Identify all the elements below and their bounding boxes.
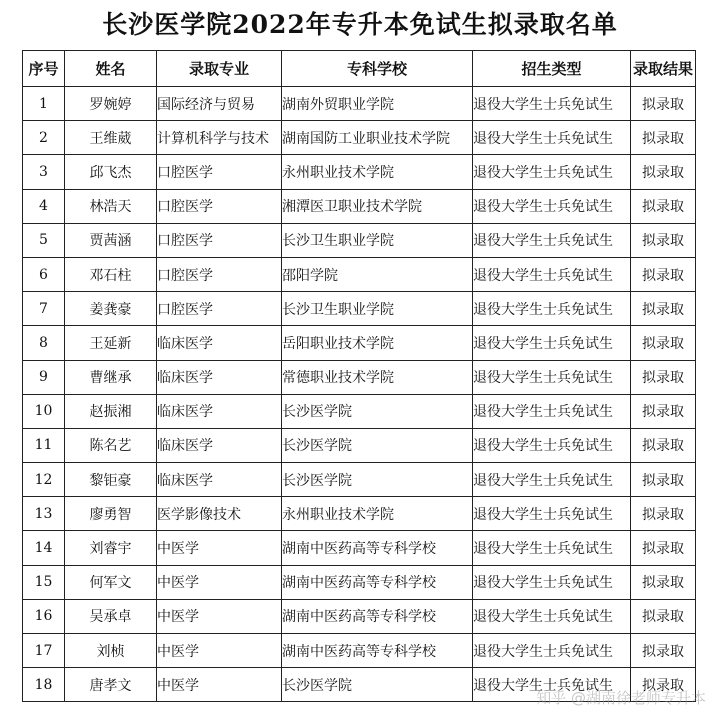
cell-result: 拟录取 <box>631 565 696 599</box>
cell-school: 长沙卫生职业学院 <box>282 223 473 257</box>
cell-type: 退役大学生士兵免试生 <box>473 497 631 531</box>
cell-major: 临床医学 <box>157 326 282 360</box>
cell-name: 罗婉婷 <box>65 87 157 121</box>
cell-type: 退役大学生士兵免试生 <box>473 668 631 702</box>
cell-no: 2 <box>23 121 65 155</box>
cell-result: 拟录取 <box>631 292 696 326</box>
cell-school: 长沙医学院 <box>282 428 473 462</box>
header-type: 招生类型 <box>473 51 631 87</box>
cell-major: 中医学 <box>157 668 282 702</box>
cell-school: 永州职业技术学院 <box>282 155 473 189</box>
cell-type: 退役大学生士兵免试生 <box>473 257 631 291</box>
cell-name: 邱飞杰 <box>65 155 157 189</box>
cell-school: 长沙医学院 <box>282 463 473 497</box>
cell-major: 中医学 <box>157 531 282 565</box>
table-row <box>23 531 696 565</box>
cell-name: 陈名艺 <box>65 428 157 462</box>
cell-school: 长沙卫生职业学院 <box>282 292 473 326</box>
cell-type: 退役大学生士兵免试生 <box>473 87 631 121</box>
cell-school: 湖南外贸职业学院 <box>282 87 473 121</box>
cell-type: 退役大学生士兵免试生 <box>473 223 631 257</box>
cell-type: 退役大学生士兵免试生 <box>473 394 631 428</box>
cell-major: 临床医学 <box>157 463 282 497</box>
table-row <box>23 121 696 155</box>
cell-result: 拟录取 <box>631 87 696 121</box>
cell-no: 17 <box>23 634 65 668</box>
table-row <box>23 497 696 531</box>
watermark: 知乎 @湖南徐老师专升本 <box>536 689 706 707</box>
cell-major: 临床医学 <box>157 394 282 428</box>
cell-name: 曹继承 <box>65 360 157 394</box>
cell-name: 黎钜豪 <box>65 463 157 497</box>
cell-no: 7 <box>23 292 65 326</box>
cell-result: 拟录取 <box>631 121 696 155</box>
cell-no: 16 <box>23 599 65 633</box>
cell-major: 口腔医学 <box>157 257 282 291</box>
cell-name: 邓石柱 <box>65 257 157 291</box>
cell-no: 8 <box>23 326 65 360</box>
cell-result: 拟录取 <box>631 531 696 565</box>
header-no: 序号 <box>23 51 65 87</box>
cell-name: 廖勇智 <box>65 497 157 531</box>
cell-type: 退役大学生士兵免试生 <box>473 463 631 497</box>
cell-result: 拟录取 <box>631 257 696 291</box>
cell-type: 退役大学生士兵免试生 <box>473 155 631 189</box>
cell-school: 湘潭医卫职业技术学院 <box>282 189 473 223</box>
header-major: 录取专业 <box>157 51 282 87</box>
header-school: 专科学校 <box>282 51 473 87</box>
table-row <box>23 155 696 189</box>
cell-name: 赵振湘 <box>65 394 157 428</box>
cell-no: 14 <box>23 531 65 565</box>
cell-major: 国际经济与贸易 <box>157 87 282 121</box>
cell-no: 9 <box>23 360 65 394</box>
cell-no: 15 <box>23 565 65 599</box>
cell-type: 退役大学生士兵免试生 <box>473 531 631 565</box>
table-row <box>23 189 696 223</box>
cell-no: 11 <box>23 428 65 462</box>
cell-result: 拟录取 <box>631 326 696 360</box>
table-row <box>23 292 696 326</box>
admission-table <box>22 50 696 702</box>
cell-no: 1 <box>23 87 65 121</box>
cell-school: 永州职业技术学院 <box>282 497 473 531</box>
cell-no: 18 <box>23 668 65 702</box>
cell-school: 岳阳职业技术学院 <box>282 326 473 360</box>
cell-name: 何军文 <box>65 565 157 599</box>
cell-school: 湖南中医药高等专科学校 <box>282 634 473 668</box>
table-row <box>23 223 696 257</box>
cell-major: 中医学 <box>157 599 282 633</box>
cell-no: 10 <box>23 394 65 428</box>
cell-school: 长沙医学院 <box>282 394 473 428</box>
table-row <box>23 257 696 291</box>
cell-major: 临床医学 <box>157 428 282 462</box>
cell-result: 拟录取 <box>631 189 696 223</box>
cell-name: 林浩天 <box>65 189 157 223</box>
cell-type: 退役大学生士兵免试生 <box>473 121 631 155</box>
cell-school: 长沙医学院 <box>282 668 473 702</box>
cell-major: 口腔医学 <box>157 155 282 189</box>
table-row <box>23 565 696 599</box>
cell-type: 退役大学生士兵免试生 <box>473 292 631 326</box>
cell-name: 刘睿宇 <box>65 531 157 565</box>
table-row <box>23 463 696 497</box>
cell-result: 拟录取 <box>631 394 696 428</box>
cell-result: 拟录取 <box>631 599 696 633</box>
cell-no: 12 <box>23 463 65 497</box>
cell-result: 拟录取 <box>631 634 696 668</box>
table-row <box>23 360 696 394</box>
table-row <box>23 87 696 121</box>
cell-school: 邵阳学院 <box>282 257 473 291</box>
cell-major: 医学影像技术 <box>157 497 282 531</box>
table-row <box>23 634 696 668</box>
cell-result: 拟录取 <box>631 463 696 497</box>
cell-no: 5 <box>23 223 65 257</box>
cell-name: 刘桢 <box>65 634 157 668</box>
cell-result: 拟录取 <box>631 360 696 394</box>
cell-school: 常德职业技术学院 <box>282 360 473 394</box>
cell-school: 湖南中医药高等专科学校 <box>282 565 473 599</box>
cell-name: 姜龚豪 <box>65 292 157 326</box>
cell-major: 口腔医学 <box>157 292 282 326</box>
table-row <box>23 668 696 702</box>
cell-name: 唐孝文 <box>65 668 157 702</box>
cell-type: 退役大学生士兵免试生 <box>473 565 631 599</box>
header-name: 姓名 <box>65 51 157 87</box>
cell-major: 中医学 <box>157 565 282 599</box>
cell-type: 退役大学生士兵免试生 <box>473 634 631 668</box>
cell-major: 计算机科学与技术 <box>157 121 282 155</box>
cell-no: 6 <box>23 257 65 291</box>
cell-major: 中医学 <box>157 634 282 668</box>
cell-no: 4 <box>23 189 65 223</box>
cell-type: 退役大学生士兵免试生 <box>473 599 631 633</box>
cell-type: 退役大学生士兵免试生 <box>473 189 631 223</box>
cell-major: 口腔医学 <box>157 189 282 223</box>
cell-name: 吴承卓 <box>65 599 157 633</box>
cell-major: 口腔医学 <box>157 223 282 257</box>
cell-result: 拟录取 <box>631 668 696 702</box>
cell-no: 3 <box>23 155 65 189</box>
table-row <box>23 428 696 462</box>
cell-school: 湖南中医药高等专科学校 <box>282 531 473 565</box>
table-header-row <box>23 51 696 87</box>
cell-name: 王延新 <box>65 326 157 360</box>
cell-school: 湖南国防工业职业技术学院 <box>282 121 473 155</box>
cell-result: 拟录取 <box>631 428 696 462</box>
cell-major: 临床医学 <box>157 360 282 394</box>
cell-type: 退役大学生士兵免试生 <box>473 326 631 360</box>
cell-type: 退役大学生士兵免试生 <box>473 360 631 394</box>
table-row <box>23 394 696 428</box>
cell-name: 王维葳 <box>65 121 157 155</box>
cell-result: 拟录取 <box>631 497 696 531</box>
table-row <box>23 326 696 360</box>
cell-school: 湖南中医药高等专科学校 <box>282 599 473 633</box>
cell-name: 贾茜涵 <box>65 223 157 257</box>
cell-result: 拟录取 <box>631 155 696 189</box>
cell-result: 拟录取 <box>631 223 696 257</box>
cell-type: 退役大学生士兵免试生 <box>473 428 631 462</box>
page-title: 长沙医学院2022年专升本免试生拟录取名单 <box>102 10 618 39</box>
table-row <box>23 599 696 633</box>
header-result: 录取结果 <box>631 51 696 87</box>
cell-no: 13 <box>23 497 65 531</box>
